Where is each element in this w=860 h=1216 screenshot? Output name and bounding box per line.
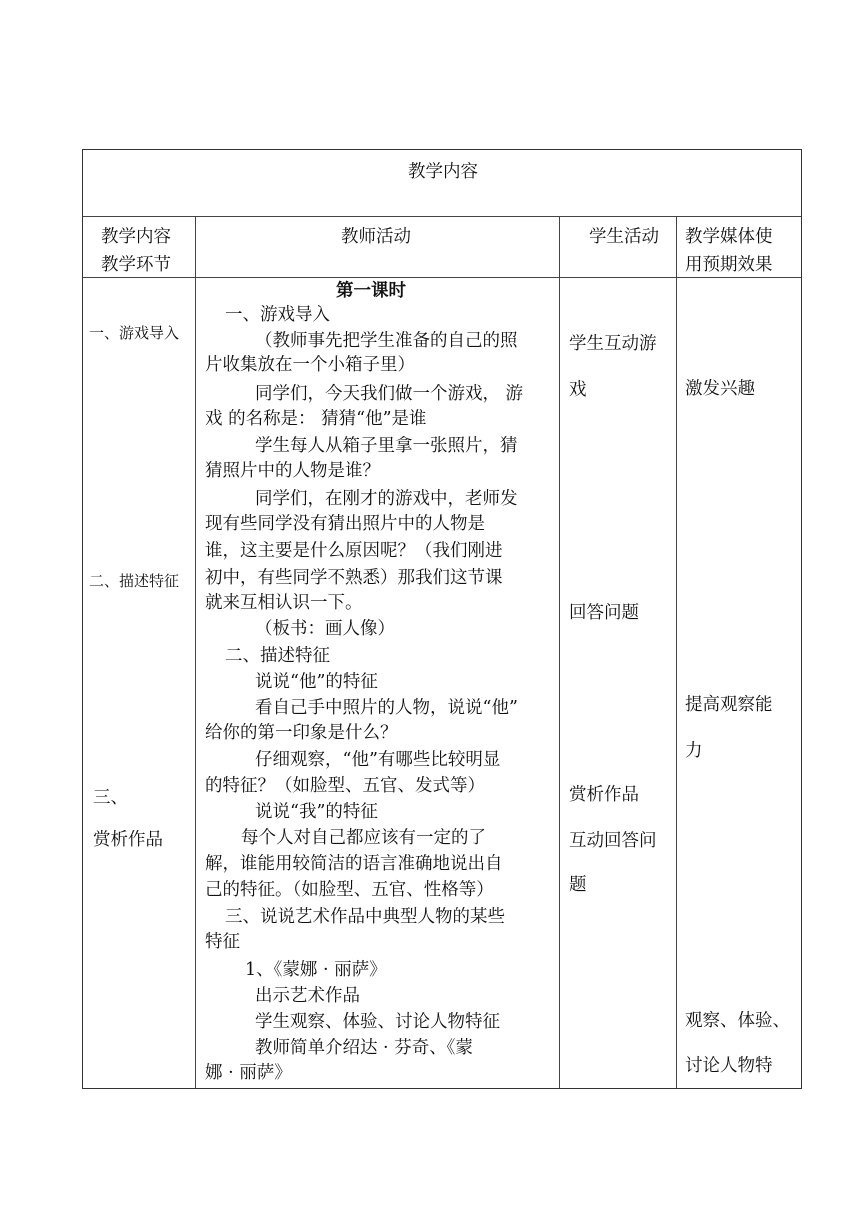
step-appreciate-works: 赏析作品	[93, 830, 163, 850]
teacher-line: 给你的第一印象是什么？	[205, 723, 398, 743]
header-col4: 教学媒体使 用预期效果	[685, 227, 773, 275]
col-divider-1	[195, 216, 196, 1088]
teacher-line: 学生观察、体验、讨论人物特征	[255, 1012, 500, 1032]
header-col1: 教学内容 教学环节	[101, 227, 171, 275]
teacher-line: 每个人对自己都应该有一定的了	[241, 828, 486, 848]
teacher-line: （教师事先把学生准备的自己的照	[255, 331, 518, 351]
lesson-title: 第一课时	[336, 281, 406, 301]
media-effect-interest: 激发兴趣	[685, 379, 755, 399]
media-effect-observe: 提高观察能	[685, 695, 773, 715]
teacher-line: 说说“我”的特征	[255, 802, 378, 822]
teacher-line: （板书：画人像）	[255, 619, 395, 639]
teacher-line: 戏 的名称是： 猜猜“他”是谁	[205, 409, 427, 429]
teacher-line: 三、说说艺术作品中典型人物的某些	[225, 907, 505, 927]
teacher-line: 猜照片中的人物是谁？	[205, 461, 380, 481]
lesson-plan-table	[82, 149, 802, 1089]
student-activity-answer: 回答问题	[569, 603, 639, 623]
student-activity-game-2: 戏	[569, 380, 587, 400]
step-describe-features: 二、描述特征	[89, 572, 180, 590]
step-game-intro: 一、游戏导入	[89, 324, 180, 342]
student-activity-interact-2: 题	[569, 875, 587, 895]
teacher-line: 一、游戏导入	[225, 305, 330, 325]
step-three-number: 三、	[93, 788, 128, 808]
media-effect-discuss: 观察、体验、	[685, 1011, 790, 1031]
teacher-line: 说说“他”的特征	[255, 672, 378, 692]
col-divider-3	[676, 216, 677, 1088]
teacher-line: 看自己手中照片的人物，说说“他”	[255, 698, 518, 718]
teacher-line: 仔细观察，“他”有哪些比较明显	[255, 750, 501, 770]
table-title: 教学内容	[408, 162, 478, 182]
student-activity-interact: 互动回答问	[569, 831, 657, 851]
teacher-line: 学生每人从箱子里拿一张照片，猜	[255, 436, 518, 456]
teacher-line: 片收集放在一个小箱子里）	[205, 355, 415, 375]
teacher-line: 1、《蒙娜 · 丽萨》	[245, 960, 387, 980]
header-col2: 教师活动	[341, 227, 411, 247]
teacher-line: 谁，这主要是什么原因呢？（我们刚进	[205, 541, 503, 561]
header-col3: 学生活动	[589, 227, 659, 247]
teacher-line: 现有些同学没有猜出照片中的人物是	[205, 514, 485, 534]
teacher-line: 同学们，在刚才的游戏中，老师发	[255, 489, 518, 509]
teacher-line: 同学们，今天我们做一个游戏， 游	[255, 384, 524, 404]
teacher-line: 二、描述特征	[225, 646, 330, 666]
teacher-line: 己的特征。（如脸型、五官、性格等）	[205, 880, 494, 900]
student-activity-game: 学生互动游	[569, 334, 657, 354]
teacher-line: 的特征？（如脸型、五官、发式等）	[205, 776, 485, 796]
teacher-line: 出示艺术作品	[255, 986, 360, 1006]
teacher-line: 解，谁能用较简洁的语言准确地说出自	[205, 854, 503, 874]
col-divider-2	[559, 216, 560, 1088]
teacher-line: 娜 · 丽萨》	[205, 1063, 292, 1083]
media-effect-observe-2: 力	[685, 741, 703, 761]
media-effect-discuss-2: 讨论人物特	[685, 1056, 773, 1076]
header-divider	[83, 216, 801, 217]
teacher-line: 初中，有些同学不熟悉）那我们这节课	[205, 568, 503, 588]
teacher-line: 教师简单介绍达 · 芬奇、《蒙	[255, 1038, 473, 1058]
teacher-line: 就来互相认识一下。	[205, 593, 363, 613]
student-activity-appreciate: 赏析作品	[569, 785, 639, 805]
teacher-line: 特征	[205, 932, 240, 952]
